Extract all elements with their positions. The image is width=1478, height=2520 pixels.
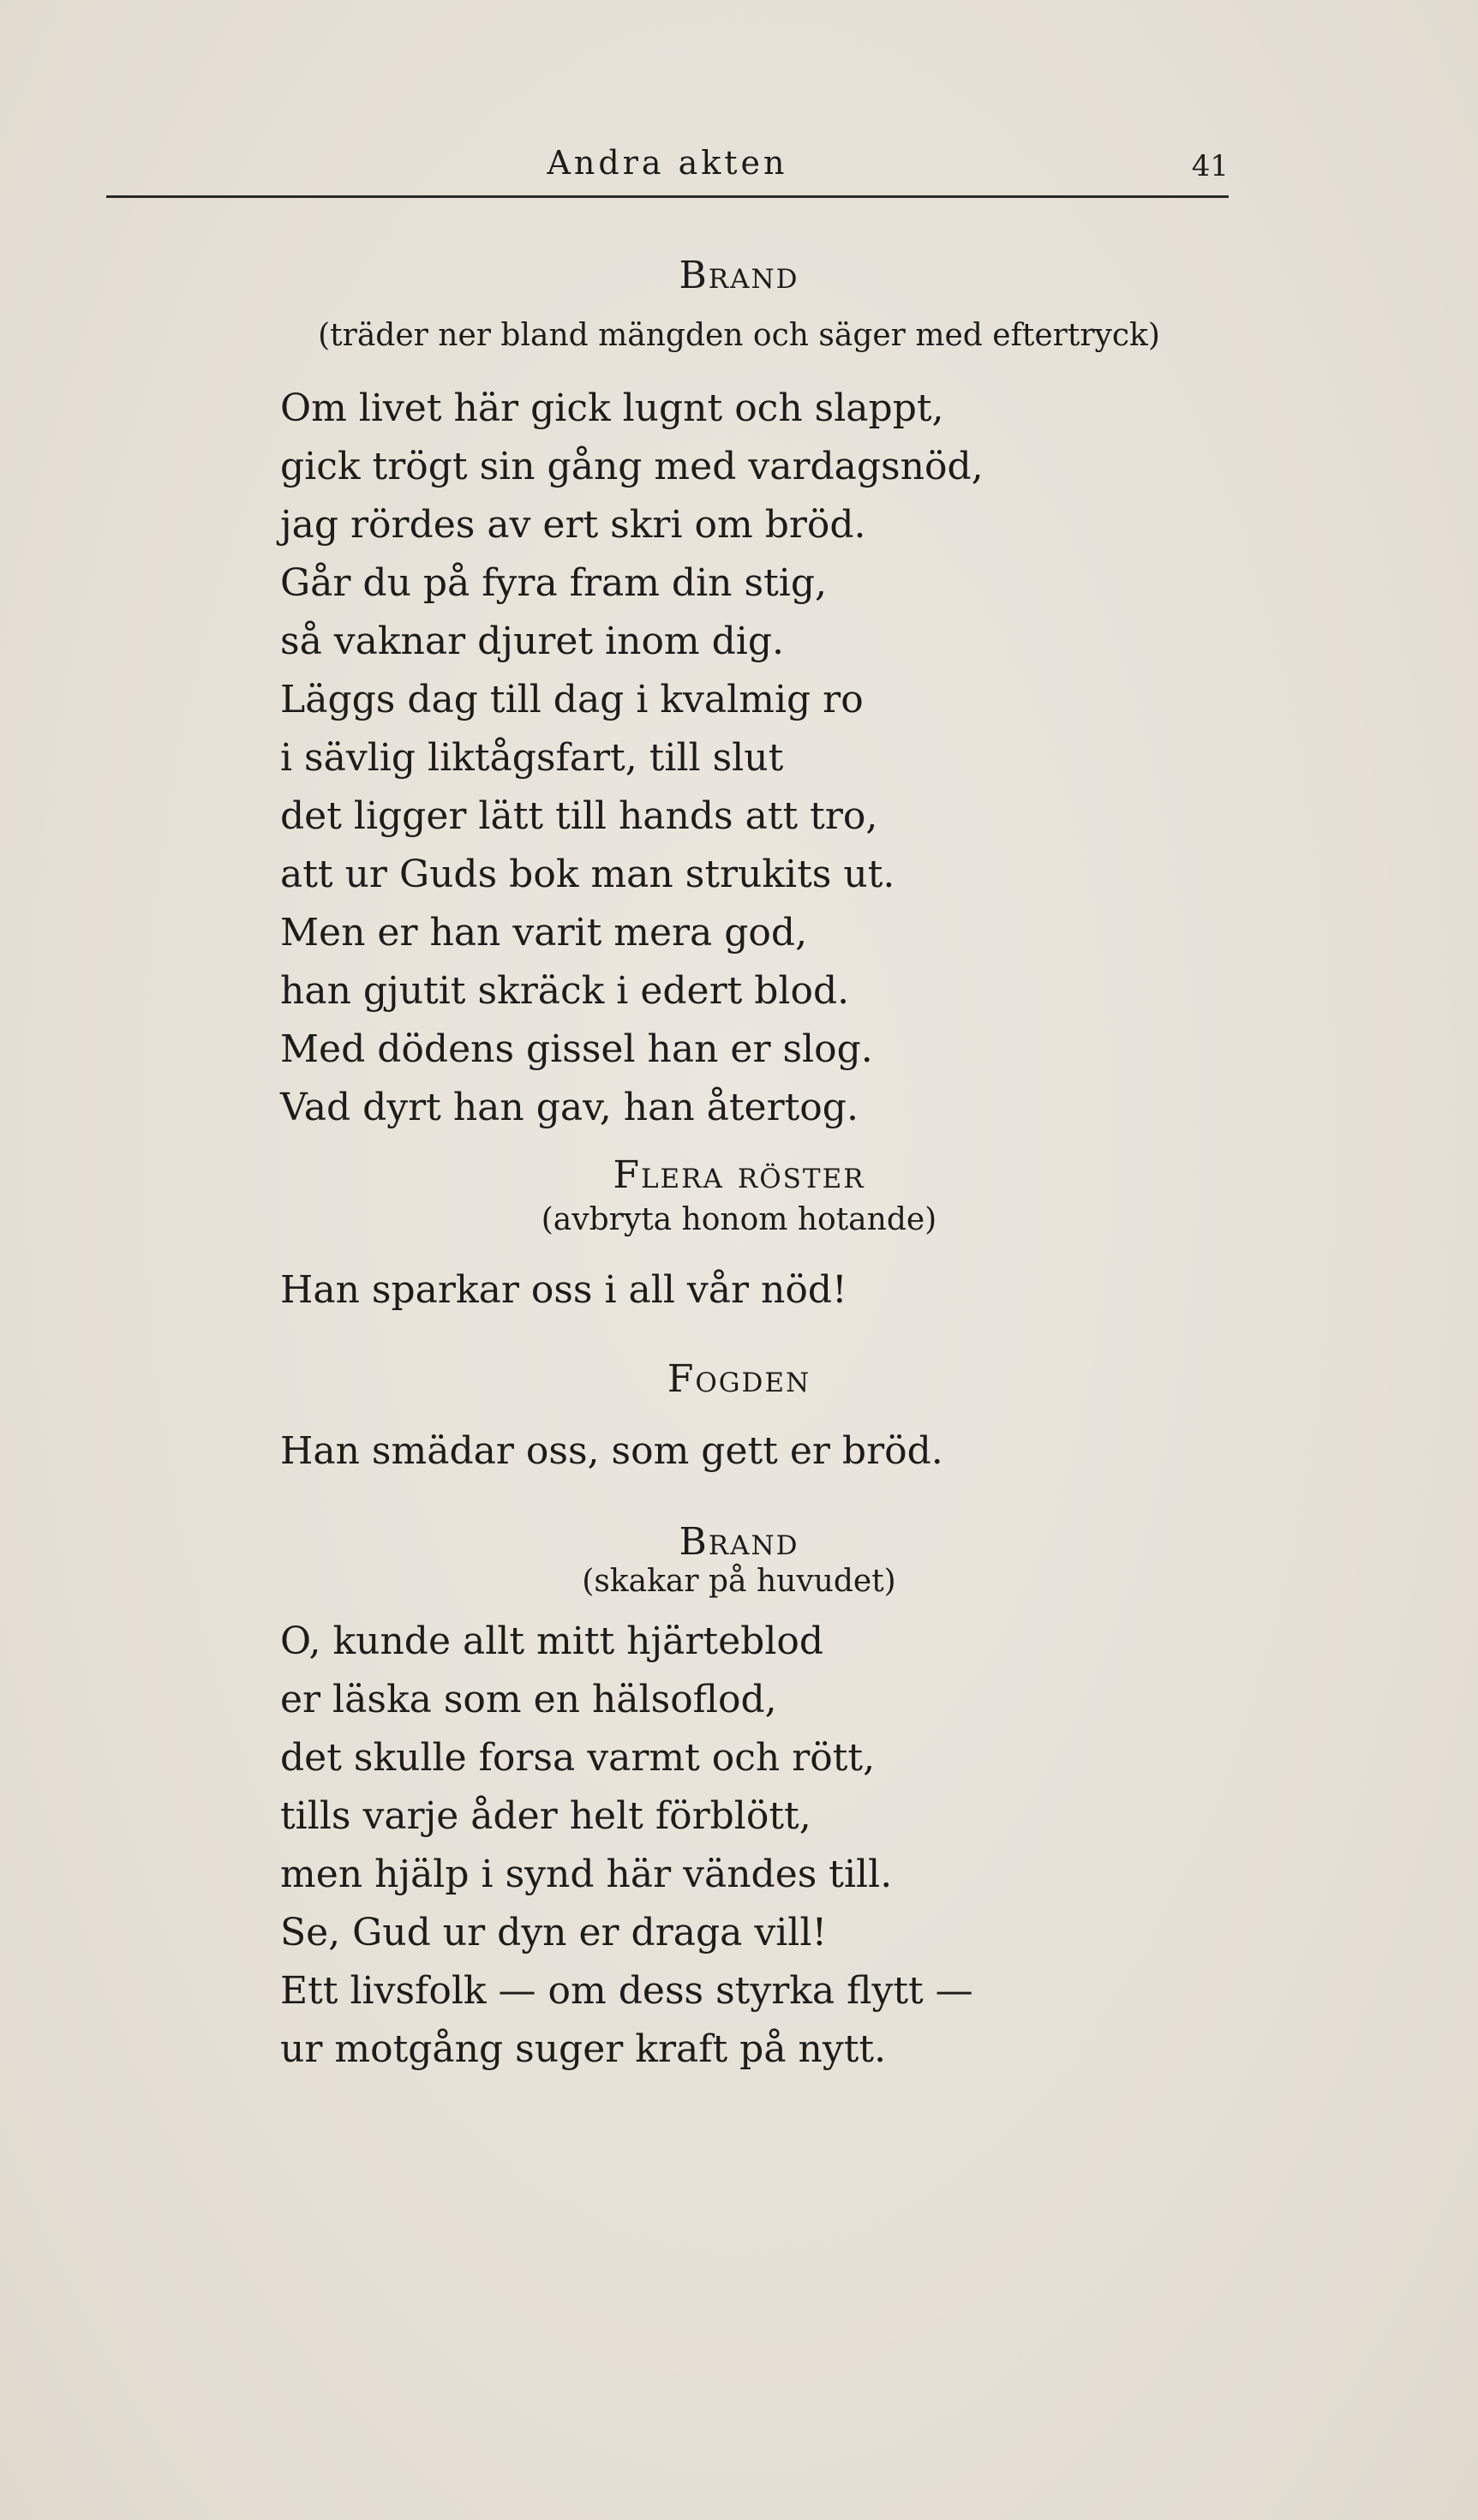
verse-line: han gjutit skräck i edert blod.: [280, 969, 850, 1013]
verse-block: [280, 380, 984, 1137]
verse-line: det skulle forsa varmt och rött,: [280, 1736, 876, 1780]
verse-line: Han smädar oss, som gett er bröd.: [280, 1429, 943, 1473]
speaker-name: Flera röster: [613, 1153, 865, 1197]
stage-direction-block: [0, 1202, 1478, 1237]
stage-direction-block: [0, 1566, 1478, 1597]
stage-direction: (avbryta honom hotande): [541, 1202, 937, 1237]
verse-line: Går du på fyra fram din stig,: [280, 561, 827, 605]
verse-line: i sävlig liktågsfart, till slut: [280, 736, 784, 780]
speaker-heading-brand: [0, 1520, 1478, 1564]
verse-line: Se, Gud ur dyn er draga vill!: [280, 1911, 828, 1954]
verse-line: Läggs dag till dag i kvalmig ro: [280, 678, 864, 721]
verse-line: det ligger lätt till hands att tro,: [280, 794, 878, 838]
verse-block: [280, 1613, 973, 2079]
verse-line: Men er han varit mera god,: [280, 911, 808, 955]
verse-line: att ur Guds bok man strukits ut.: [280, 853, 895, 896]
page-number: 41: [1191, 149, 1229, 183]
verse-line: gick trögt sin gång med vardagsnöd,: [280, 445, 984, 488]
speaker-heading-flera-roster: [0, 1153, 1478, 1197]
page-header: [106, 144, 1229, 198]
speaker-name: Brand: [679, 254, 799, 297]
verse-line: men hjälp i synd här vändes till.: [280, 1853, 893, 1896]
speaker-name: Brand: [679, 1520, 799, 1564]
speaker-name: Fogden: [667, 1357, 811, 1401]
stage-direction: (skakar på huvudet): [582, 1564, 896, 1599]
speaker-heading-fogden: [0, 1357, 1478, 1401]
verse-block: [280, 1261, 847, 1320]
verse-line: er läska som en hälsoflod,: [280, 1678, 777, 1721]
verse-line: så vaknar djuret inom dig.: [280, 620, 785, 663]
verse-line: tills varje åder helt förblött,: [280, 1794, 811, 1838]
verse-line: Med dödens gissel han er slog.: [280, 1027, 873, 1071]
verse-line: Ett livsfolk — om dess styrka flytt —: [280, 1969, 973, 2013]
verse-line: O, kunde allt mitt hjärteblod: [280, 1619, 824, 1663]
verse-block: [280, 1422, 943, 1481]
verse-line: Han sparkar oss i all vår nöd!: [280, 1268, 847, 1312]
stage-direction: (träder ner bland mängden och säger med eftertryck): [318, 318, 1160, 353]
verse-line: jag rördes av ert skri om bröd.: [280, 503, 866, 547]
running-head: Andra akten: [547, 144, 788, 182]
speaker-heading-brand: [0, 254, 1478, 297]
stage-direction-block: [0, 320, 1478, 351]
verse-line: ur motgång suger kraft på nytt.: [280, 2027, 887, 2071]
verse-line: Om livet här gick lugnt och slappt,: [280, 386, 944, 430]
verse-line: Vad dyrt han gav, han återtog.: [280, 1086, 859, 1129]
